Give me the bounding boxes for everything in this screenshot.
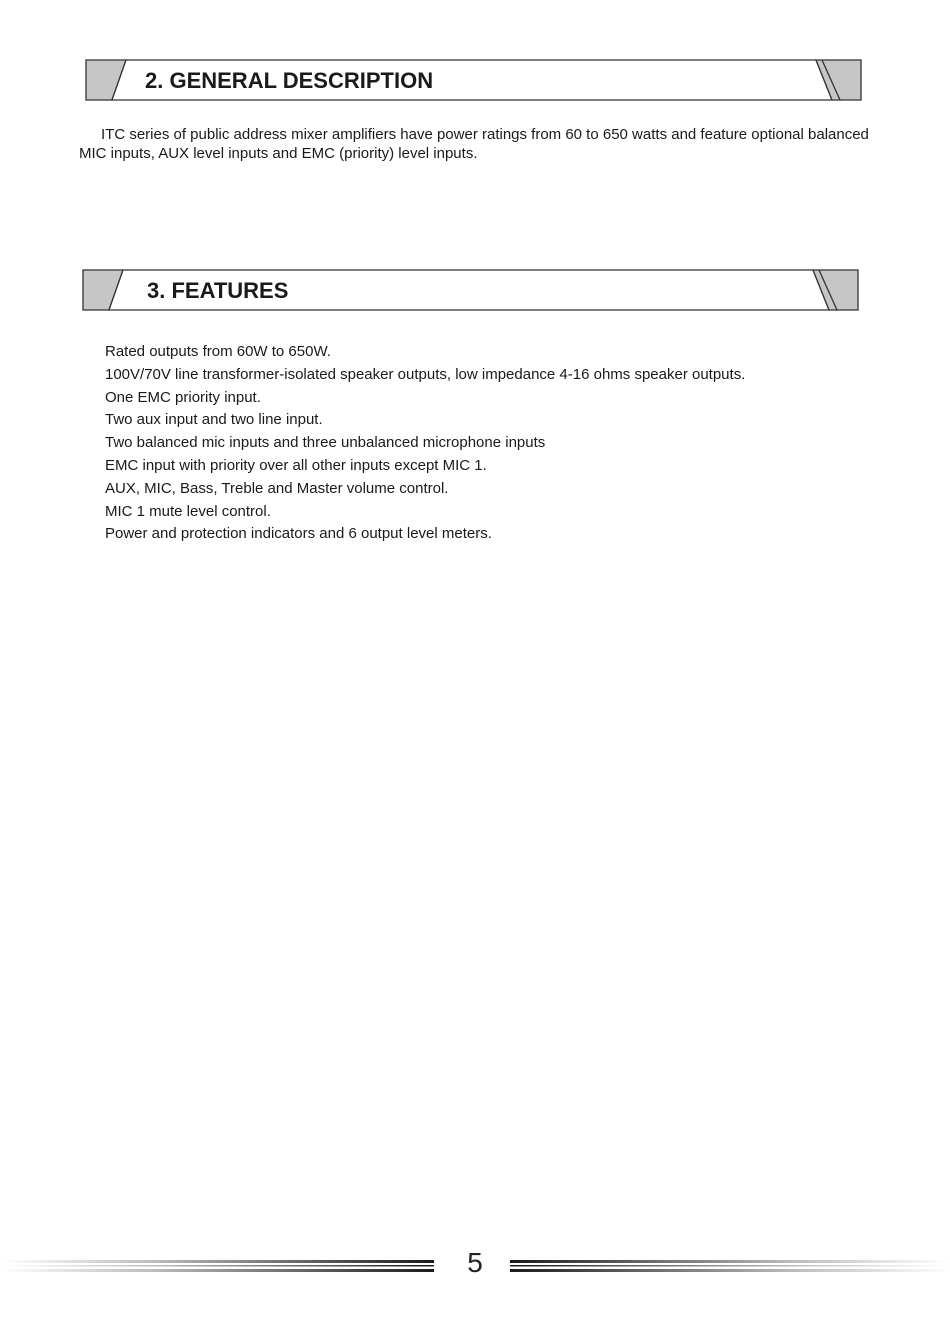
list-item: Two aux input and two line input. (105, 411, 323, 429)
list-item: 100V/70V line transformer-isolated speaker outputs, low impedance 4-16 ohms speaker outputs. (105, 365, 746, 383)
list-item: EMC input with priority over all other inputs except MIC 1. (105, 456, 487, 474)
section-header-general-description (0, 58, 950, 102)
general-description-text: ITC series of public address mixer amplifiers have power ratings from 60 to 650 watts and feature optional balanced MIC inputs, AUX level inputs and EMC (priority) level inputs. (79, 126, 869, 162)
page-footer (0, 1240, 950, 1290)
features-list (105, 341, 745, 546)
general-description-paragraph (79, 125, 869, 163)
section-title: 3. FEATURES (147, 278, 289, 303)
page-number: 5 (467, 1247, 483, 1278)
list-item: One EMC priority input. (105, 388, 261, 406)
list-item: AUX, MIC, Bass, Treble and Master volume control. (105, 479, 449, 497)
section-title: 2. GENERAL DESCRIPTION (145, 68, 434, 93)
list-item: Two balanced mic inputs and three unbalanced microphone inputs (105, 434, 546, 452)
list-item: Rated outputs from 60W to 650W. (105, 343, 331, 360)
section-header-features (0, 268, 950, 312)
list-item: Power and protection indicators and 6 output level meters. (105, 525, 492, 543)
section-header-frame (0, 58, 950, 102)
list-item: MIC 1 mute level control. (105, 502, 271, 520)
section-header-frame (0, 268, 950, 312)
